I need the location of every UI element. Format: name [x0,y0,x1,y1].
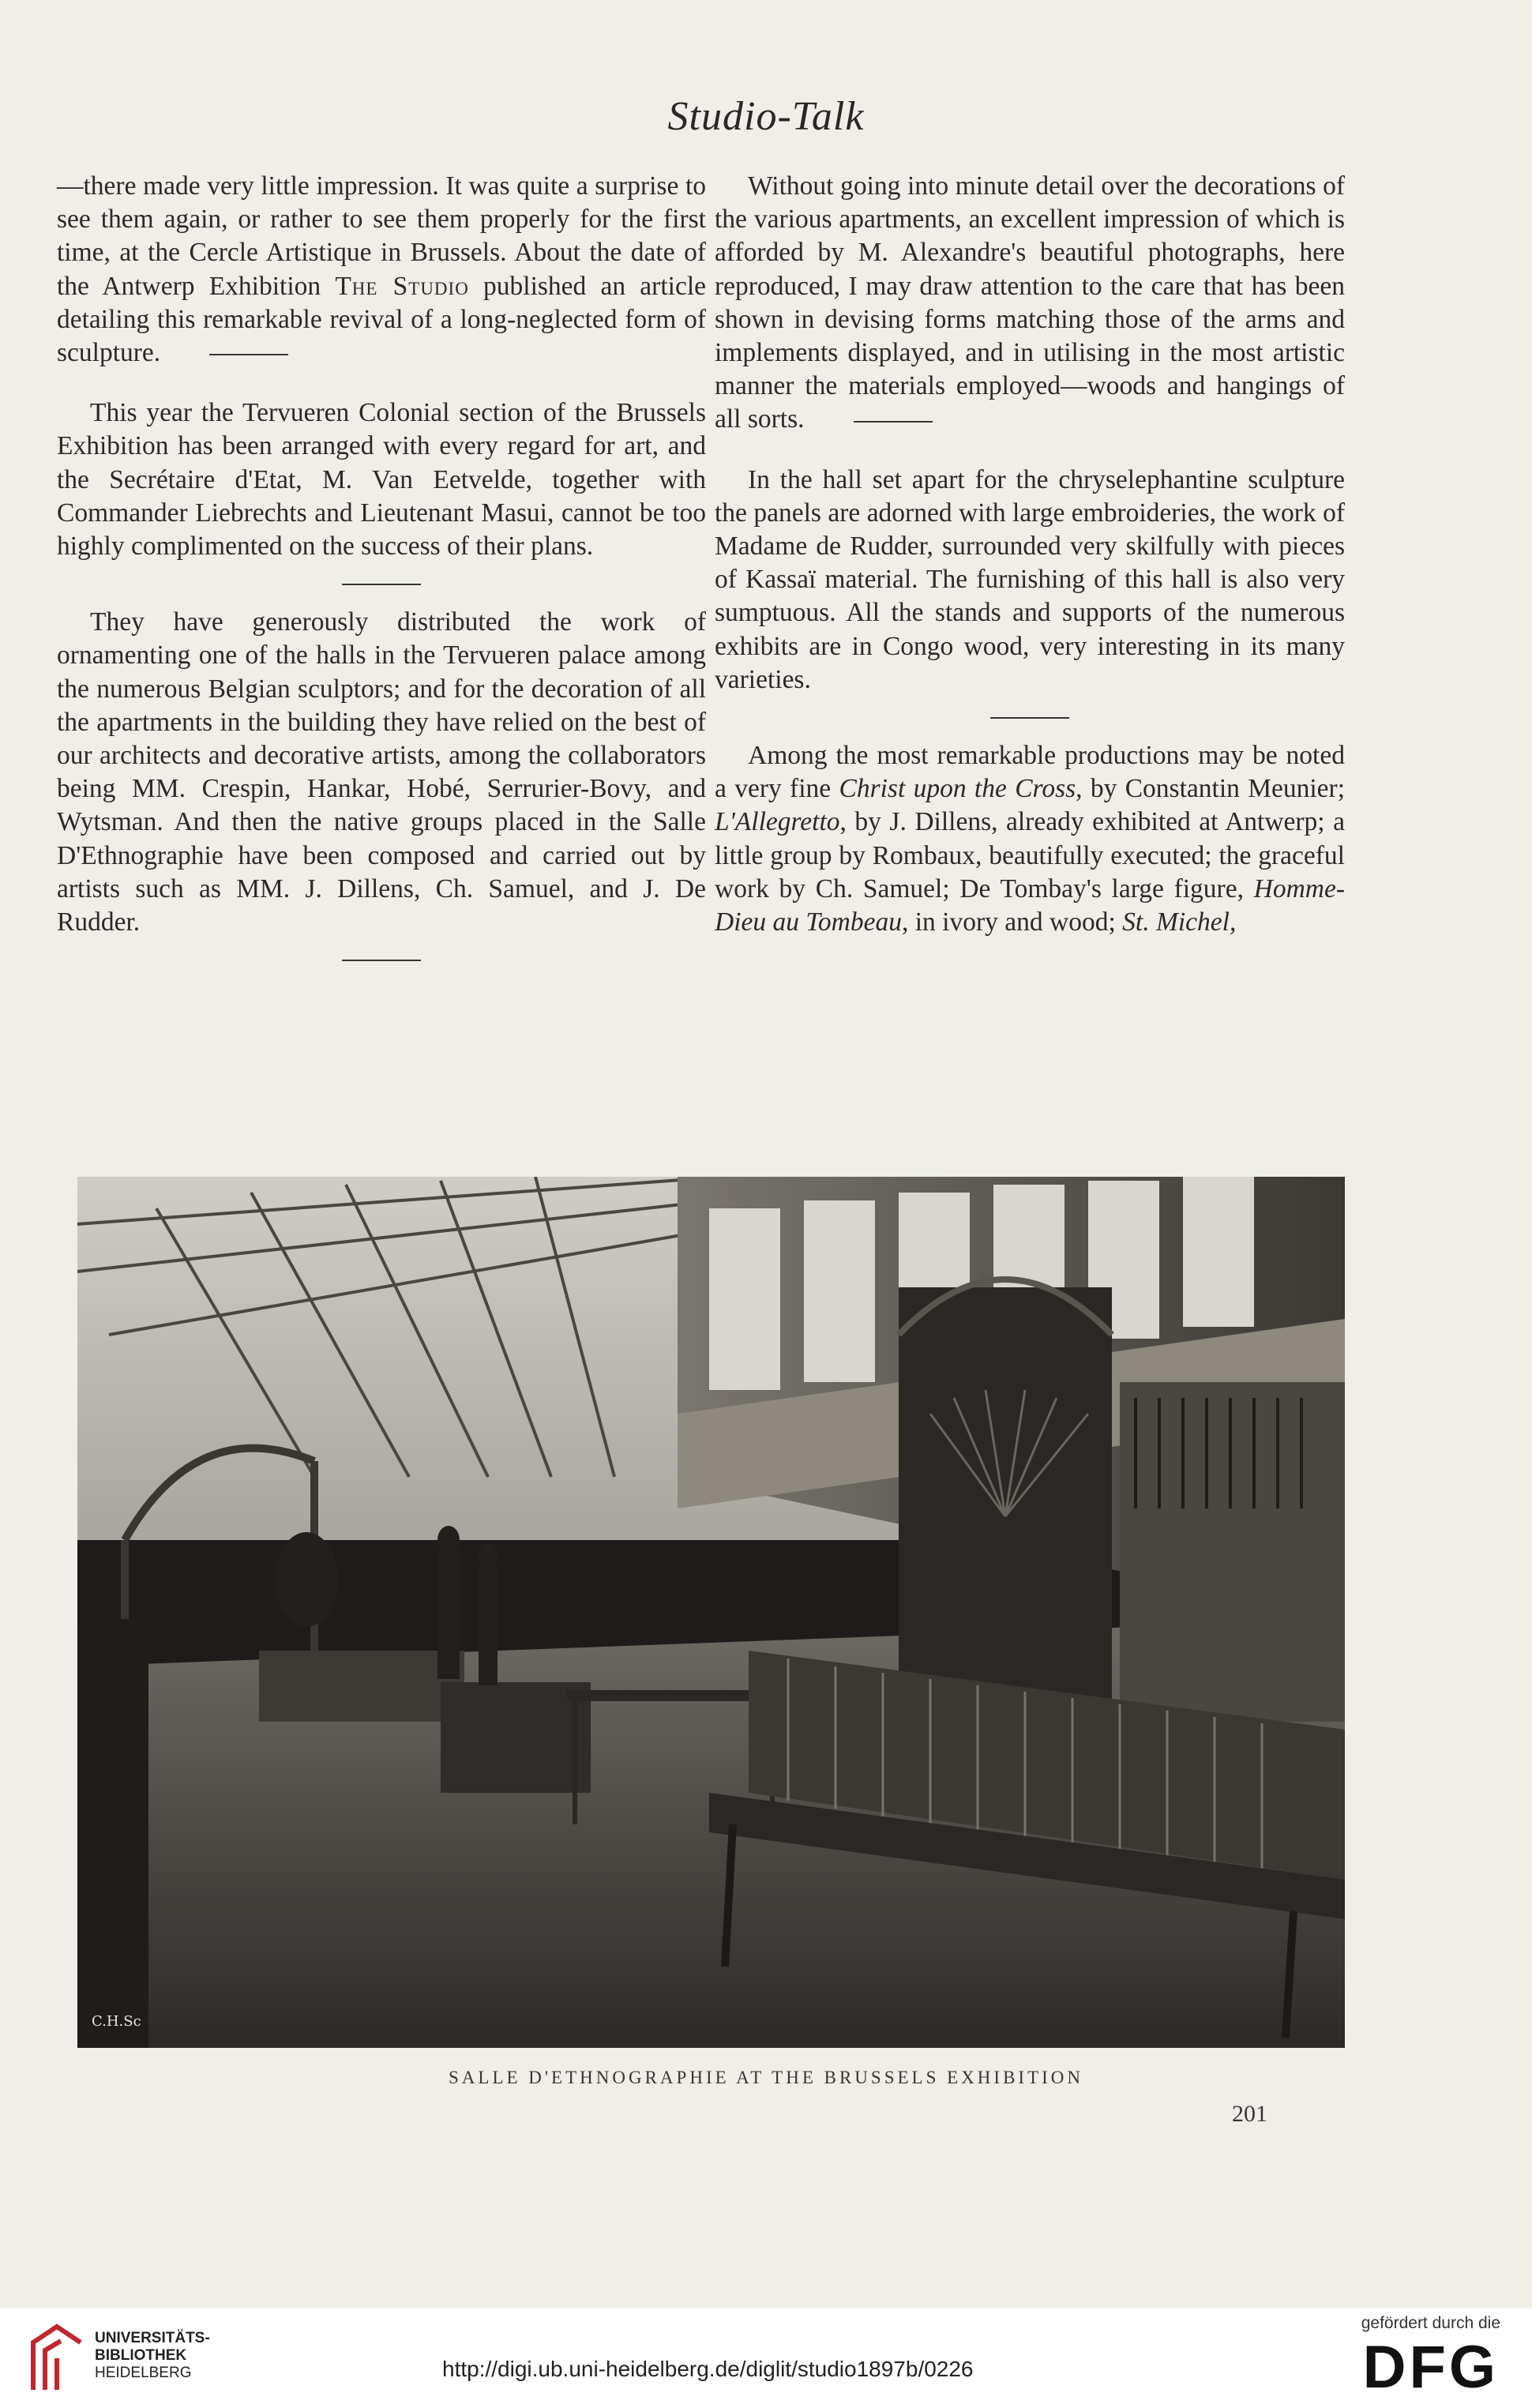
page-number: 201 [1232,2101,1267,2127]
library-name: UNIVERSITÄTS- BIBLIOTHEK HEIDELBERG [95,2330,210,2381]
left-paragraph-3: They have generously distributed the work of ornamenting one of the halls in the Tervueren palace among the numerous Belgian sculptors; and for the decoration of all the apartments in the building they have relied on the best of our architects and decorative artists, among the collaborators being MM. Crespin, Hankar, Hobé, Serrurier-Bovy, and Wytsman. And then the native groups placed in the Salle D'Ethnographie have been composed and carried out by artists such as MM. J. Dillens, Ch. Samuel, and J. De Rudder. [57,607,706,937]
right-paragraph-3: Among the most remarkable productions may be noted a very fine Christ upon the Cross, by Constantin Meunier; L'Allegretto, by J. Dillens, already exhibited at Antwerp; a little group by Rombaux, beautifully executed; the graceful work by Ch. Samuel; De Tombay's large figure, Homme-Dieu au Tombeau, in ivory and wood; St. Michel, [715,741,1345,937]
section-divider [342,960,421,961]
right-paragraph-2: In the hall set apart for the chryselephantine sculpture the panels are adorned with large embroideries, the work of Madame de Rudder, surrounded very skilfully with pieces of Kassaï material. The furnishing of this hall is also very sumptuous. All the stands and supports of the numerous exhibits are in Congo wood, very interesting in its many varieties. [715,464,1345,694]
right-text-column [715,170,1345,939]
exhibition-hall-photograph [77,1177,1345,2048]
section-divider [854,421,933,423]
section-divider [209,354,288,355]
engraver-mark: C.H.Sc [92,2013,141,2030]
funded-by-label: gefördert durch die [1361,2314,1500,2332]
section-divider [990,717,1069,719]
figure-caption: SALLE D'ETHNOGRAPHIE AT THE BRUSSELS EXHIBITION [449,2068,1083,2087]
magazine-name: The Studio [335,271,469,301]
dfg-logo: DFG [1362,2334,1499,2401]
permalink-url[interactable]: http://digi.ub.uni-heidelberg.de/diglit/studio1897b/0226 [442,2357,974,2381]
right-paragraph-1: Without going into minute detail over the decorations of the various apartments, an excellent impression of which is afforded by M. Alexandre's beautiful photographs, here reproduced, I may draw attention to the care that has been shown in devising forms matching those of the arms and implements displayed, and in utilising in the most artistic manner the materials employed—woods and hangings of all sorts. [715,171,1345,434]
library-logo-icon [25,2319,88,2398]
digitization-footer [0,2308,1532,2408]
left-paragraph-1: —there made very little impression. It was quite a surprise to see them again, or rather to see them properly for the first time, at the Cercle Artistique in Brussels. About the date of the Antwerp Exhibition The Studio published an article detailing this remarkable revival of a long-neglected form of sculpture. [57,171,706,368]
left-text-column [57,170,706,982]
running-title: Studio-Talk [667,94,865,139]
left-paragraph-2: This year the Tervueren Colonial section of the Brussels Exhibition has been arranged with every regard for art, and the Secrétaire d'Etat, M. Van Eetvelde, together with Commander Liebrechts and Lieutenant Masui, cannot be too highly complimented on the success of their plans. [57,398,706,562]
section-divider [342,584,421,585]
